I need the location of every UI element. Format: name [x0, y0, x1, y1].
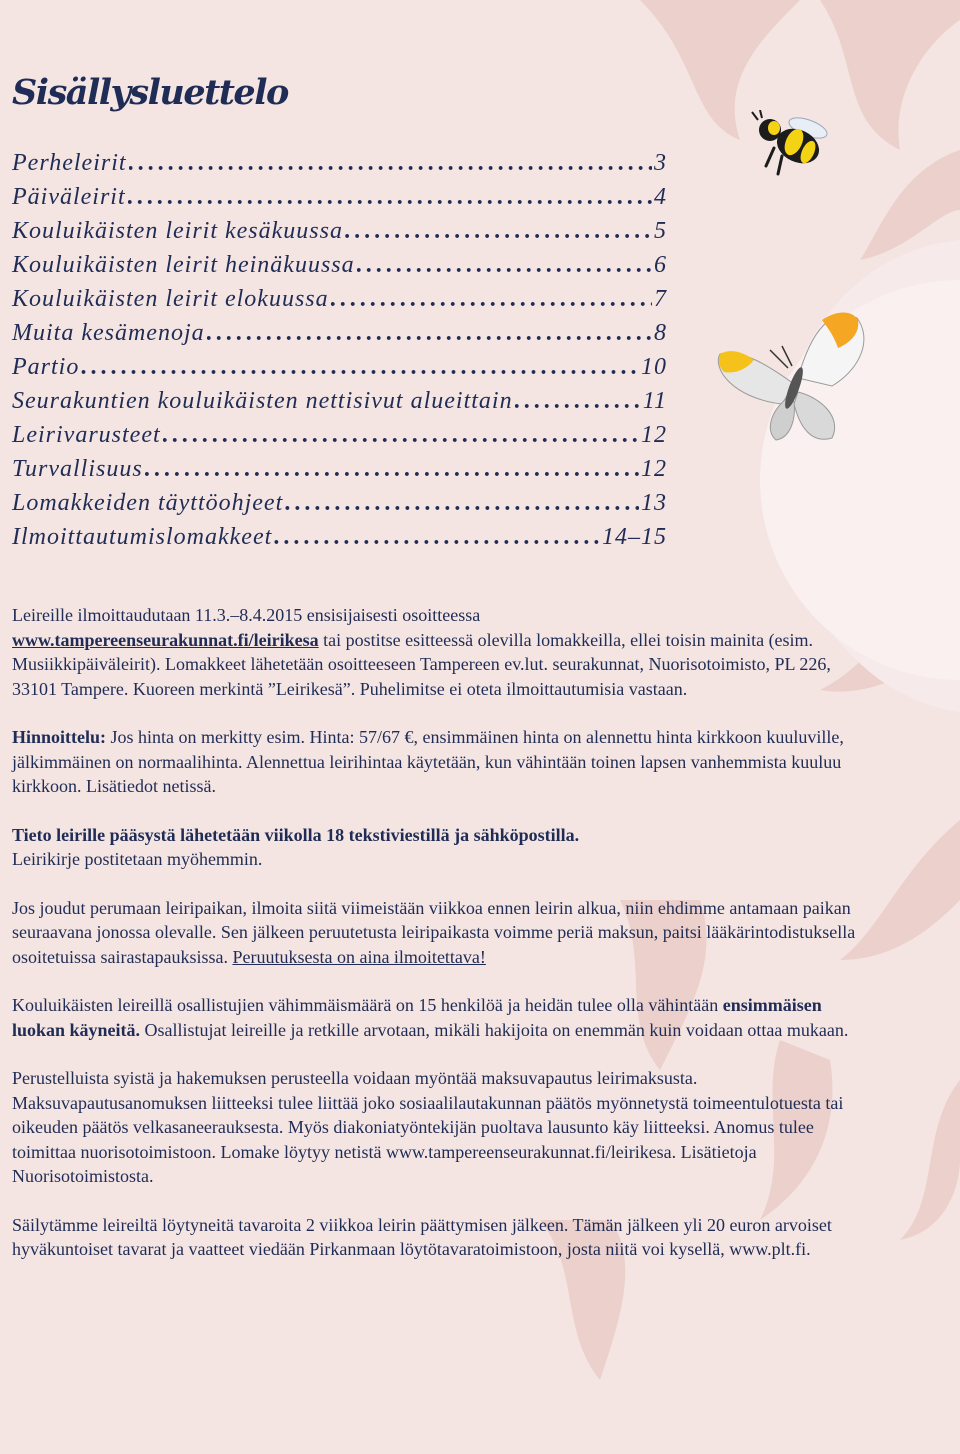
- pricing-text: Jos hinta on merkitty esim. Hinta: 57/67 €, ensimmäinen hinta on alennettu hinta kirkkoon kuuluville, jälkimmäinen on normaalihinta. Alennettua leirihintaa käytetään, kun vähintään toinen lapsen vanhemmista kuuluu kirkkoon. Lisätiedot netissä.: [12, 727, 844, 796]
- cancellation-text: Jos joudut perumaan leiripaikan, ilmoita siitä viimeistään viikkoa ennen leirin alkua, niin ehdimme antamaan paikan seuraavana jonossa olevalle. Sen jälkeen peruutetusta leiripaikasta voimme periä maksun, paitsi lääkärintodistuksella osoitetuissa sairastapauksissa.: [12, 897, 856, 967]
- toc-leader: [345, 218, 652, 245]
- toc-item-page: 12: [641, 456, 667, 482]
- notice-bold: Tieto leirille pääsystä lähetetään viikolla 18 tekstiviestillä ja sähköpostilla.: [12, 824, 580, 845]
- toc-item-page: 8: [654, 320, 667, 346]
- toc-item-page: 4: [654, 184, 667, 210]
- toc-item-page: 12: [641, 422, 667, 448]
- toc-leader: [145, 456, 639, 483]
- toc-item[interactable]: [12, 490, 667, 524]
- toc-item[interactable]: [12, 320, 667, 354]
- toc-item-page: 5: [654, 218, 667, 244]
- toc-item-label: Päiväleirit: [12, 184, 126, 210]
- lost-found-paragraph: [12, 1213, 874, 1262]
- notice-text: Leirikirje postitetaan myöhemmin.: [12, 849, 263, 869]
- table-of-contents: [12, 150, 667, 558]
- toc-item-page: 6: [654, 252, 667, 278]
- pricing-label: Hinnoittelu:: [12, 727, 107, 747]
- toc-item-label: Kouluikäisten leirit heinäkuussa: [12, 252, 355, 278]
- toc-item-label: Ilmoittautumislomakkeet: [12, 524, 273, 550]
- minimum-bold: ensimmäisen luokan käyneitä.: [12, 995, 822, 1040]
- page-title: Sisällysluettelo: [12, 72, 288, 113]
- toc-item-label: Kouluikäisten leirit kesäkuussa: [12, 218, 343, 244]
- notice-paragraph: [12, 823, 874, 872]
- toc-item-label: Muita kesämenoja: [12, 320, 205, 346]
- registration-paragraph: [12, 603, 874, 701]
- minimum-paragraph: [12, 993, 874, 1042]
- toc-item[interactable]: [12, 354, 667, 388]
- toc-item-label: Leirivarusteet: [12, 422, 161, 448]
- toc-leader: [207, 320, 652, 347]
- toc-item[interactable]: [12, 218, 667, 252]
- bumblebee-icon: [748, 110, 832, 180]
- toc-item-page: 10: [641, 354, 667, 380]
- toc-leader: [331, 286, 652, 313]
- toc-item-page: 3: [654, 150, 667, 176]
- toc-item-page: 13: [641, 490, 667, 516]
- toc-item[interactable]: [12, 150, 667, 184]
- exemption-paragraph: [12, 1066, 874, 1189]
- lost-found-text: Säilytämme leireiltä löytyneitä tavaroita 2 viikkoa leirin päättymisen jälkeen. Tämän jälkeen yli 20 euron arvoiset hyväkuntoiset tavarat ja vaatteet viedään Pirkanmaan löytötavaratoimistoon, josta niitä voi kysellä, www.plt.fi.: [12, 1214, 832, 1259]
- minimum-text-2: Osallistujat leireille ja retkille arvotaan, mikäli hakijoita on enemmän kuin voidaan ottaa mukaan.: [144, 1019, 849, 1040]
- toc-item-page: 14–15: [602, 524, 667, 550]
- toc-item-label: Lomakkeiden täyttöohjeet: [12, 490, 284, 516]
- toc-item-label: Kouluikäisten leirit elokuussa: [12, 286, 329, 312]
- registration-link[interactable]: www.tampereenseurakunnat.fi/leirikesa: [12, 629, 319, 650]
- toc-item[interactable]: [12, 252, 667, 286]
- toc-leader: [128, 184, 652, 211]
- toc-leader: [129, 150, 652, 177]
- butterfly-icon: [712, 308, 872, 448]
- toc-item[interactable]: [12, 388, 667, 422]
- toc-leader: [81, 354, 639, 381]
- toc-leader: [274, 524, 600, 551]
- toc-leader: [163, 422, 639, 449]
- toc-item-label: Partio: [12, 354, 80, 380]
- toc-item-page: 11: [642, 388, 667, 414]
- toc-item-page: 7: [654, 286, 667, 312]
- registration-intro: Leireille ilmoittaudutaan 11.3.–8.4.2015 ensisijaisesti osoitteessa: [12, 605, 481, 625]
- exemption-text: Perustelluista syistä ja hakemuksen perusteella voidaan myöntää maksuvapautus leirimaksusta. Maksuvapautusanomuksen liitteeksi tulee liittää joko sosiaalilautakunnan päätös myönnetystä toimeentulotuesta tai oikeuden päätös velkasaneerauksesta. Myös diakoniatyöntekijän puoltava lausunto käy liitteeksi. Anomus tulee toimittaa nuorisotoimistoon. Lomake löytyy netistä www.tampereenseurakunnat.fi/leirikesa. Lisätietoja Nuorisotoimistosta.: [12, 1068, 844, 1186]
- cancellation-paragraph: [12, 896, 874, 970]
- toc-item[interactable]: [12, 184, 667, 218]
- minimum-text-1: Kouluikäisten leireillä osallistujien vähimmäismäärä on 15 henkilöä ja heidän tulee olla vähintään: [12, 995, 719, 1015]
- registration-text: tai postitse esitteessä olevilla lomakkeilla, ellei toisin mainita (esim. Musiikkipäiväleirit). Lomakkeet lähetetään osoitteeseen Tampereen ev.lut. seurakunnat, Nuorisotoimisto, PL 226, 33101 Tampere. Kuoreen merkintä ”Leirikesä”. Puhelimitse ei oteta ilmoittautumisia vastaan.: [12, 629, 831, 699]
- toc-item[interactable]: [12, 422, 667, 456]
- toc-leader: [515, 388, 641, 415]
- toc-item[interactable]: [12, 456, 667, 490]
- toc-item-label: Turvallisuus: [12, 456, 143, 482]
- toc-leader: [357, 252, 652, 279]
- toc-item-label: Seurakuntien kouluikäisten nettisivut alueittain: [12, 388, 513, 414]
- toc-item[interactable]: [12, 286, 667, 320]
- toc-item[interactable]: [12, 524, 667, 558]
- cancellation-underlined: Peruutuksesta on aina ilmoitettava!: [232, 946, 486, 967]
- toc-item-label: Perheleirit: [12, 150, 127, 176]
- toc-leader: [285, 490, 639, 517]
- info-text: [12, 603, 874, 1286]
- pricing-paragraph: [12, 725, 874, 799]
